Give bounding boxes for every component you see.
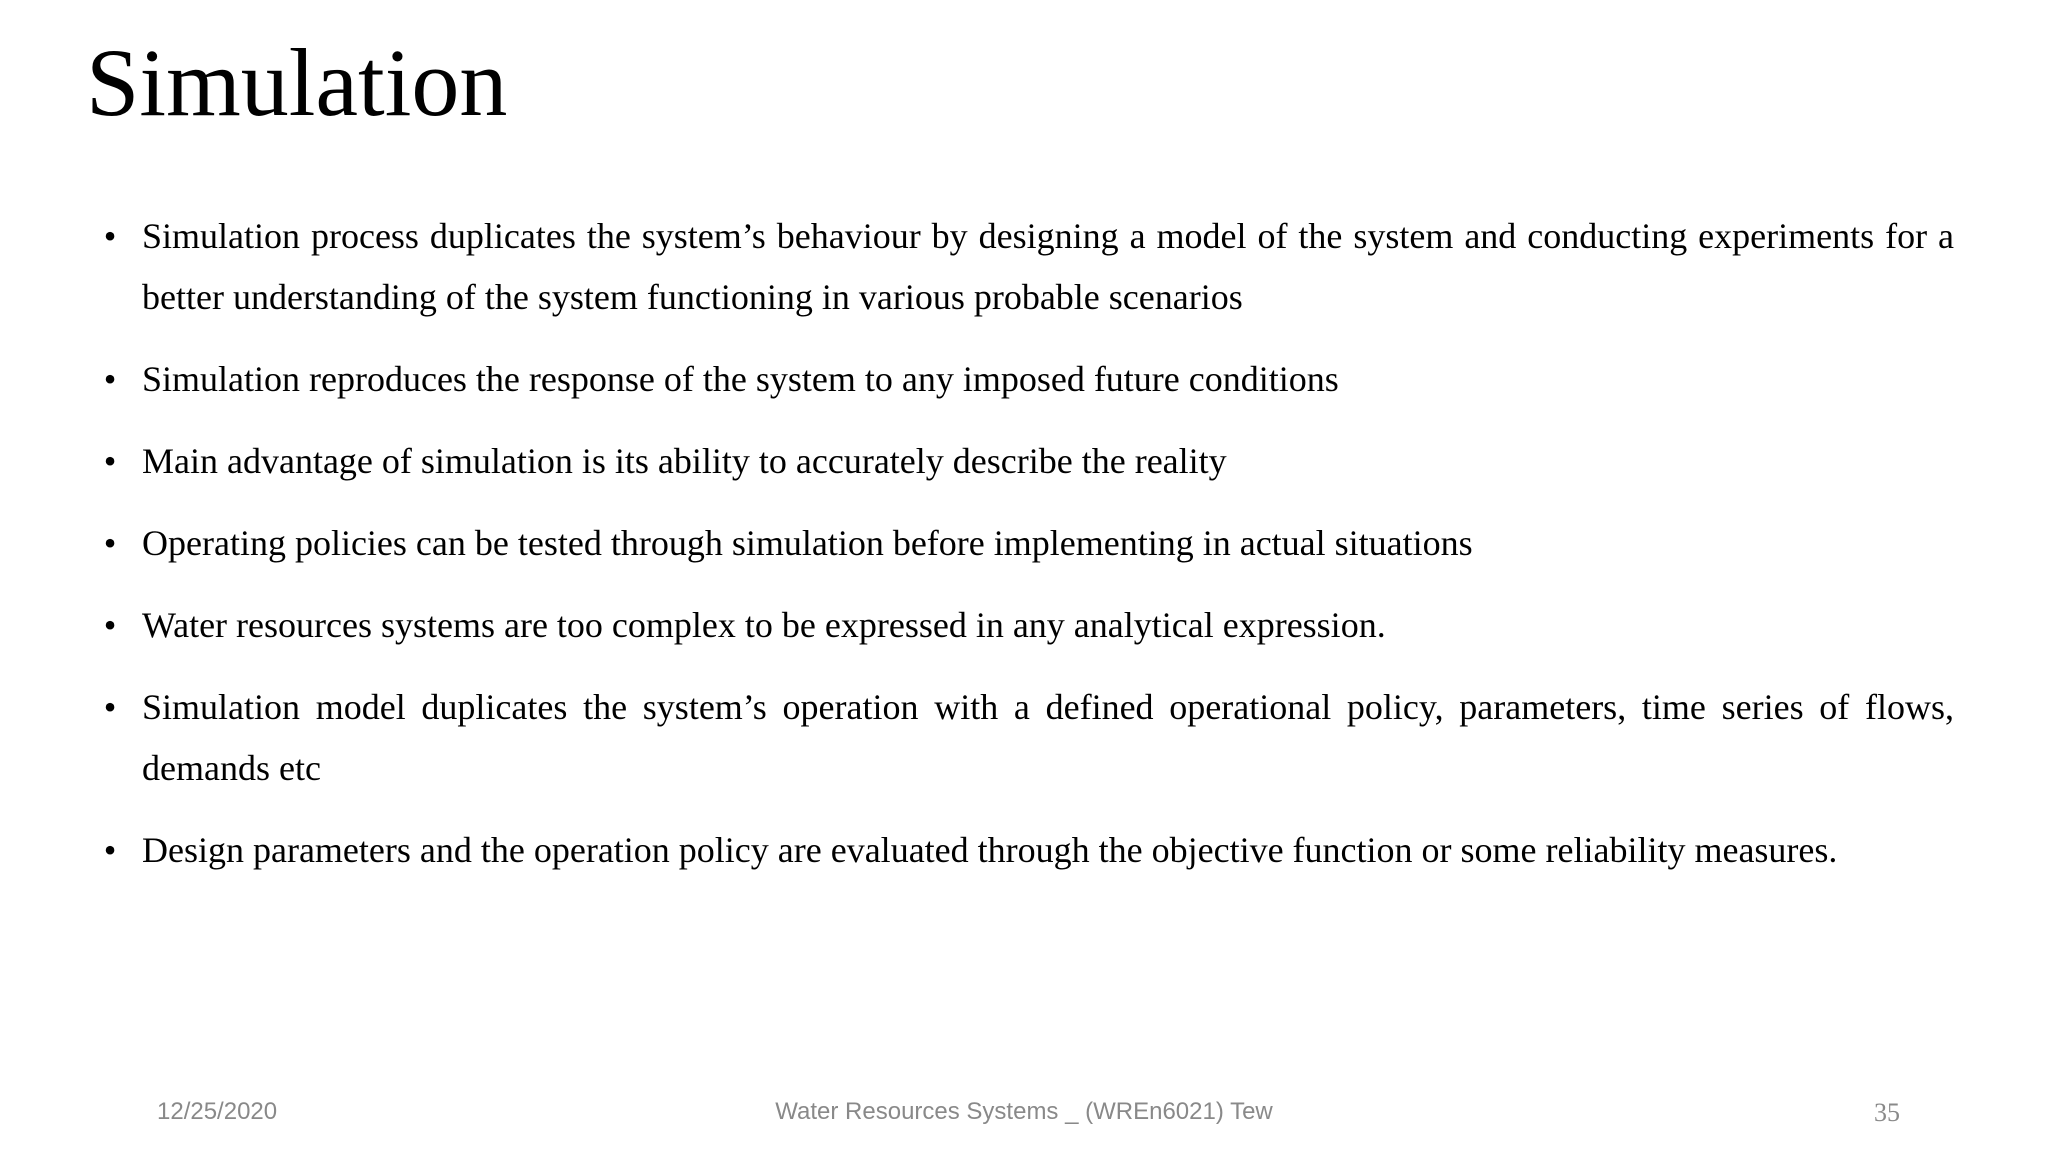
bullet-dot-icon: • (103, 830, 117, 870)
bullet-item (100, 820, 1954, 881)
bullet-text: Simulation model duplicates the system’s operation with a defined operational policy, parameters, time series of flows, demands etc (142, 687, 1954, 788)
bullet-item (100, 431, 1954, 492)
bullet-dot-icon: • (103, 441, 117, 481)
bullet-text: Water resources systems are too complex to be expressed in any analytical expression. (142, 605, 1386, 645)
bullet-item (100, 677, 1954, 799)
bullet-text: Design parameters and the operation policy are evaluated through the objective function or some reliability measures. (142, 830, 1838, 870)
bullet-text: Operating policies can be tested through simulation before implementing in actual situations (142, 523, 1473, 563)
footer-course-title: Water Resources Systems _ (WREn6021) Tew (775, 1098, 1273, 1125)
footer-date: 12/25/2020 (157, 1098, 278, 1125)
bullet-item (100, 206, 1954, 328)
bullet-item (100, 513, 1954, 574)
bullet-dot-icon: • (103, 216, 117, 256)
slide-title: Simulation (86, 29, 508, 136)
bullet-item (100, 349, 1954, 410)
bullet-text: Simulation process duplicates the system’s behaviour by designing a model of the system and conducting experiments for a better understanding of the system functioning in various probable scenarios (142, 216, 1954, 317)
bullet-list (100, 206, 1954, 902)
bullet-text: Main advantage of simulation is its ability to accurately describe the reality (142, 441, 1227, 481)
bullet-dot-icon: • (103, 359, 117, 399)
bullet-text: Simulation reproduces the response of the system to any imposed future conditions (142, 359, 1339, 399)
bullet-dot-icon: • (103, 523, 117, 563)
bullet-dot-icon: • (103, 605, 117, 645)
footer-page-number: 35 (1874, 1098, 1900, 1127)
bullet-dot-icon: • (103, 687, 117, 727)
bullet-item (100, 595, 1954, 656)
